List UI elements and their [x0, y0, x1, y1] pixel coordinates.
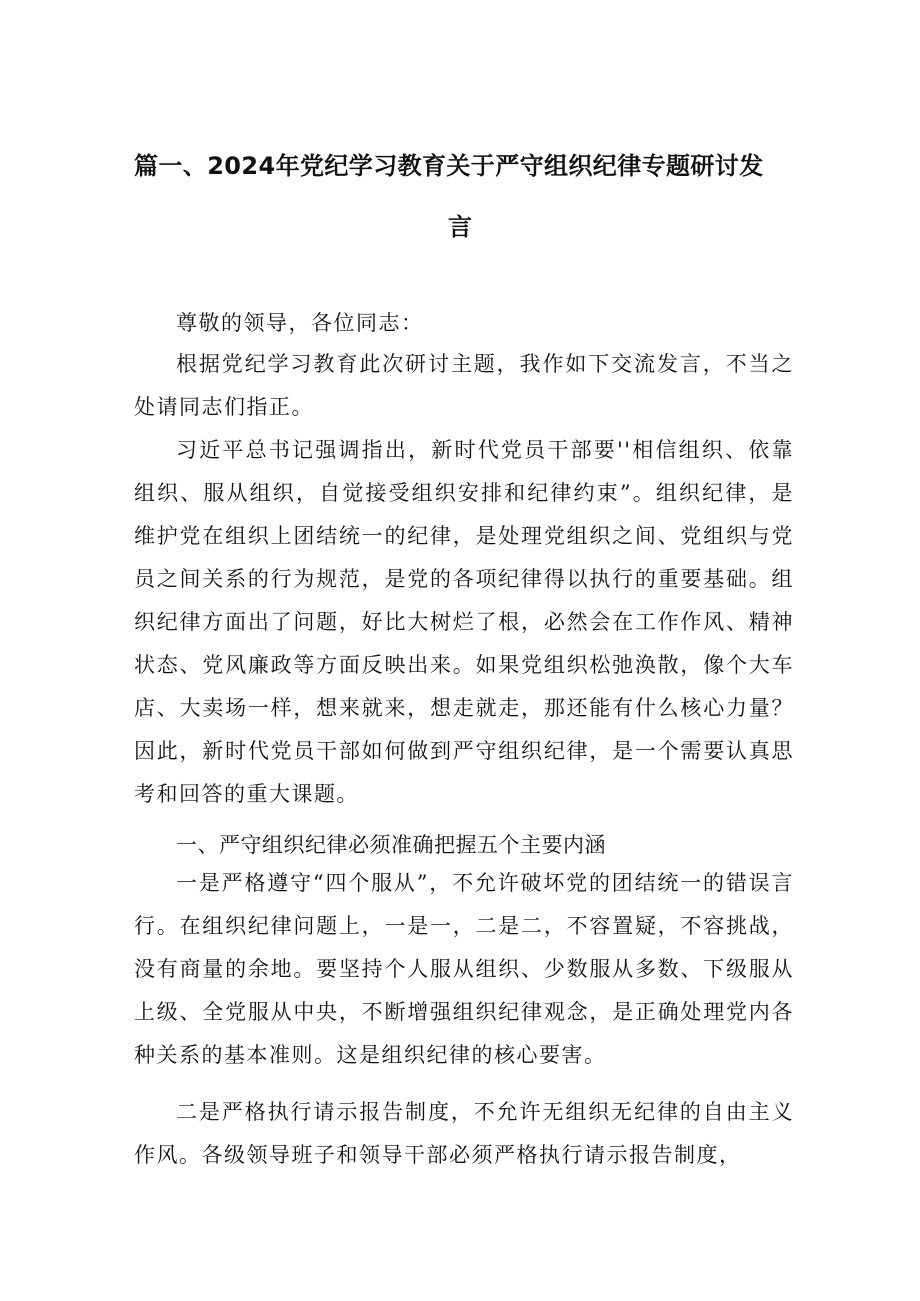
greeting: 尊敬的领导，各位同志：	[176, 311, 424, 335]
paragraph-intro: 根据党纪学习教育此次研讨主题，我作如下交流发言，不当之处请同志们指正。	[134, 352, 794, 419]
section-heading-1: 一、严守组织纪律必须准确把握五个主要内涵	[176, 833, 606, 857]
paragraph-point-1: 一是严格遵守“四个服从”，不允许破坏党的团结统一的错误言行。在组织纪律问题上，一是一，二是二，不容置疑，不容挑战，没有商量的余地。要坚持个人服从组织、少数服从多数、下级服从上级、全党服从中央，不断增强组织纪律观念，是正确处理党内各种关系的基本准则。这是组织纪律的核心要害。	[134, 871, 794, 1067]
paragraph-context: 习近平总书记强调指出，新时代党员干部要''相信组织、依靠组织、服从组织，自觉接受组织安排和纪律约束”。组织纪律，是维护党在组织上团结统一的纪律，是处理党组织之间、党组织与党员之间关系的行为规范，是党的各项纪律得以执行的重要基础。组织纪律方面出了问题，好比大树烂了根，必然会在工作作风、精神状态、党风廉政等方面反映出来。如果党组织松弛涣散，像个大车店、大卖场一样，想来就来，想走就走，那还能有什么核心力量？因此，新时代党员干部如何做到严守组织纪律，是一个需要认真思考和回答的重大课题。	[134, 438, 794, 806]
body-block-3	[134, 1091, 794, 1177]
paragraph-point-2: 二是严格执行请示报告制度，不允许无组织无纪律的自由主义作风。各级领导班子和领导干部必须严格执行请示报告制度，	[134, 1100, 794, 1167]
document-title-line1: 篇一、2024年党纪学习教育关于严守组织纪律专题研讨发	[134, 152, 764, 180]
document-title-line2: 言	[448, 213, 473, 241]
body-block-2	[134, 862, 794, 1077]
body-block-1	[134, 343, 794, 816]
